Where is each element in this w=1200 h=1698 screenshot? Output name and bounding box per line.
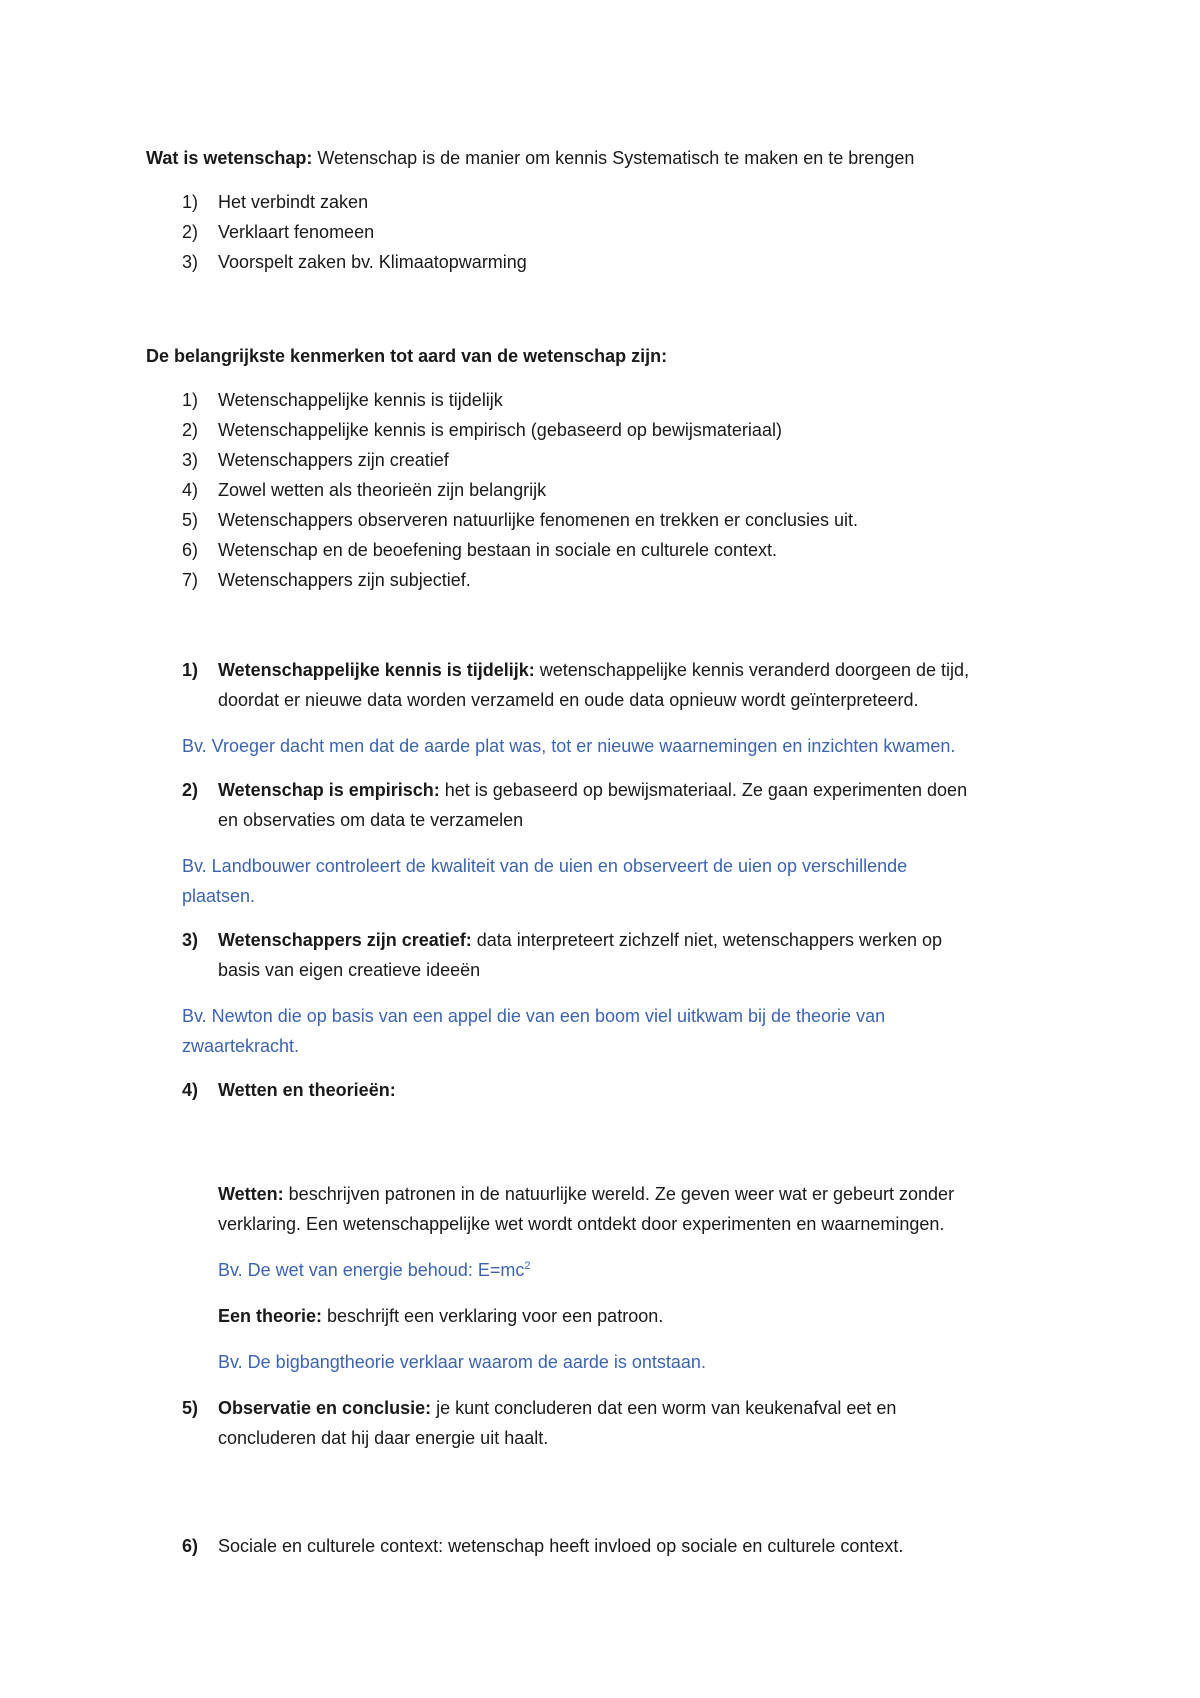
detail-1-line-2: doordat er nieuwe data worden verzameld en oude data opnieuw wordt geïnterpreteerd.: [218, 690, 919, 710]
feature-3-num: 3): [182, 450, 199, 470]
intro-item-3: Voorspelt zaken bv. Klimaatopwarming: [218, 252, 527, 272]
detail-2-num: 2): [182, 780, 199, 800]
detail-4-label: Wetten en theorieën:: [218, 1080, 396, 1100]
wetten-text: beschrijven patronen in de natuurlijke wereld. Ze geven weer wat er gebeurt zonder: [283, 1184, 955, 1204]
feature-7-num: 7): [182, 570, 199, 590]
detail-3-line-1: [218, 928, 942, 952]
wetten-example: [218, 1258, 530, 1282]
theorie-line: [218, 1304, 663, 1328]
detail-5-label: Observatie en conclusie:: [218, 1398, 432, 1418]
wetten-example-sup: 2: [524, 1260, 531, 1272]
wetten-example-text: Bv. De wet van energie behoud: E=mc: [218, 1260, 525, 1280]
intro-item-1: Het verbindt zaken: [218, 192, 369, 212]
detail-2-example-1: Bv. Landbouwer controleert de kwaliteit van de uien en observeert de uien op verschillende: [182, 856, 908, 876]
intro-text: Wetenschap is de manier om kennis Systematisch te maken en te brengen: [312, 148, 915, 168]
detail-3-num: 3): [182, 930, 199, 950]
feature-7: Wetenschappers zijn subjectief.: [218, 570, 471, 590]
detail-3-line-2: basis van eigen creatieve ideeën: [218, 960, 481, 980]
wetten-label: Wetten:: [218, 1184, 284, 1204]
detail-5-text: je kunt concluderen dat een worm van keukenafval eet en: [431, 1398, 897, 1418]
wetten-line-2: verklaring. Een wetenschappelijke wet wordt ontdekt door experimenten en waarnemingen.: [218, 1214, 945, 1234]
detail-2-text: het is gebaseerd op bewijsmateriaal. Ze gaan experimenten doen: [439, 780, 968, 800]
detail-1-line-1: [218, 658, 969, 682]
detail-2-example-2: plaatsen.: [182, 886, 256, 906]
feature-1: Wetenschappelijke kennis is tijdelijk: [218, 390, 503, 410]
feature-3: Wetenschappers zijn creatief: [218, 450, 449, 470]
detail-3-text: data interpreteert zichzelf niet, wetenschappers werken op: [471, 930, 943, 950]
detail-3-label: Wetenschappers zijn creatief:: [218, 930, 472, 950]
detail-6-text: Sociale en culturele context: wetenschap heeft invloed op sociale en culturele context.: [218, 1536, 904, 1556]
feature-2-num: 2): [182, 420, 199, 440]
theorie-label: Een theorie:: [218, 1306, 323, 1326]
detail-2-line-1: [218, 778, 967, 802]
intro-item-1-num: 1): [182, 192, 199, 212]
detail-1-example: Bv. Vroeger dacht men dat de aarde plat was, tot er nieuwe waarnemingen en inzichten kwamen.: [182, 736, 956, 756]
intro-label: Wat is wetenschap:: [146, 148, 313, 168]
detail-3-example-1: Bv. Newton die op basis van een appel die van een boom viel uitkwam bij de theorie van: [182, 1006, 886, 1026]
detail-1-label: Wetenschappelijke kennis is tijdelijk:: [218, 660, 535, 680]
feature-4: Zowel wetten als theorieën zijn belangrijk: [218, 480, 547, 500]
feature-4-num: 4): [182, 480, 199, 500]
theorie-example: Bv. De bigbangtheorie verklaar waarom de aarde is ontstaan.: [218, 1352, 706, 1372]
theorie-text: beschrijft een verklaring voor een patroon.: [322, 1306, 664, 1326]
detail-2-label: Wetenschap is empirisch:: [218, 780, 440, 800]
detail-6-num: 6): [182, 1536, 199, 1556]
feature-1-num: 1): [182, 390, 199, 410]
detail-2-line-2: en observaties om data te verzamelen: [218, 810, 524, 830]
detail-5-num: 5): [182, 1398, 199, 1418]
feature-6-num: 6): [182, 540, 199, 560]
detail-5-line-1: [218, 1396, 896, 1420]
feature-5-num: 5): [182, 510, 199, 530]
detail-1-num: 1): [182, 660, 199, 680]
detail-3-example-2: zwaartekracht.: [182, 1036, 300, 1056]
feature-6: Wetenschap en de beoefening bestaan in sociale en culturele context.: [218, 540, 778, 560]
feature-2: Wetenschappelijke kennis is empirisch (gebaseerd op bewijsmateriaal): [218, 420, 782, 440]
intro-item-2: Verklaart fenomeen: [218, 222, 375, 242]
detail-1-text: wetenschappelijke kennis veranderd doorgeen de tijd,: [534, 660, 970, 680]
feature-5: Wetenschappers observeren natuurlijke fenomenen en trekken er conclusies uit.: [218, 510, 859, 530]
intro-line: [146, 146, 914, 170]
intro-item-3-num: 3): [182, 252, 199, 272]
detail-5-line-2: concluderen dat hij daar energie uit haalt.: [218, 1428, 549, 1448]
features-heading: De belangrijkste kenmerken tot aard van de wetenschap zijn:: [146, 346, 668, 366]
wetten-line-1: [218, 1182, 954, 1206]
detail-4-num: 4): [182, 1080, 199, 1100]
intro-item-2-num: 2): [182, 222, 199, 242]
